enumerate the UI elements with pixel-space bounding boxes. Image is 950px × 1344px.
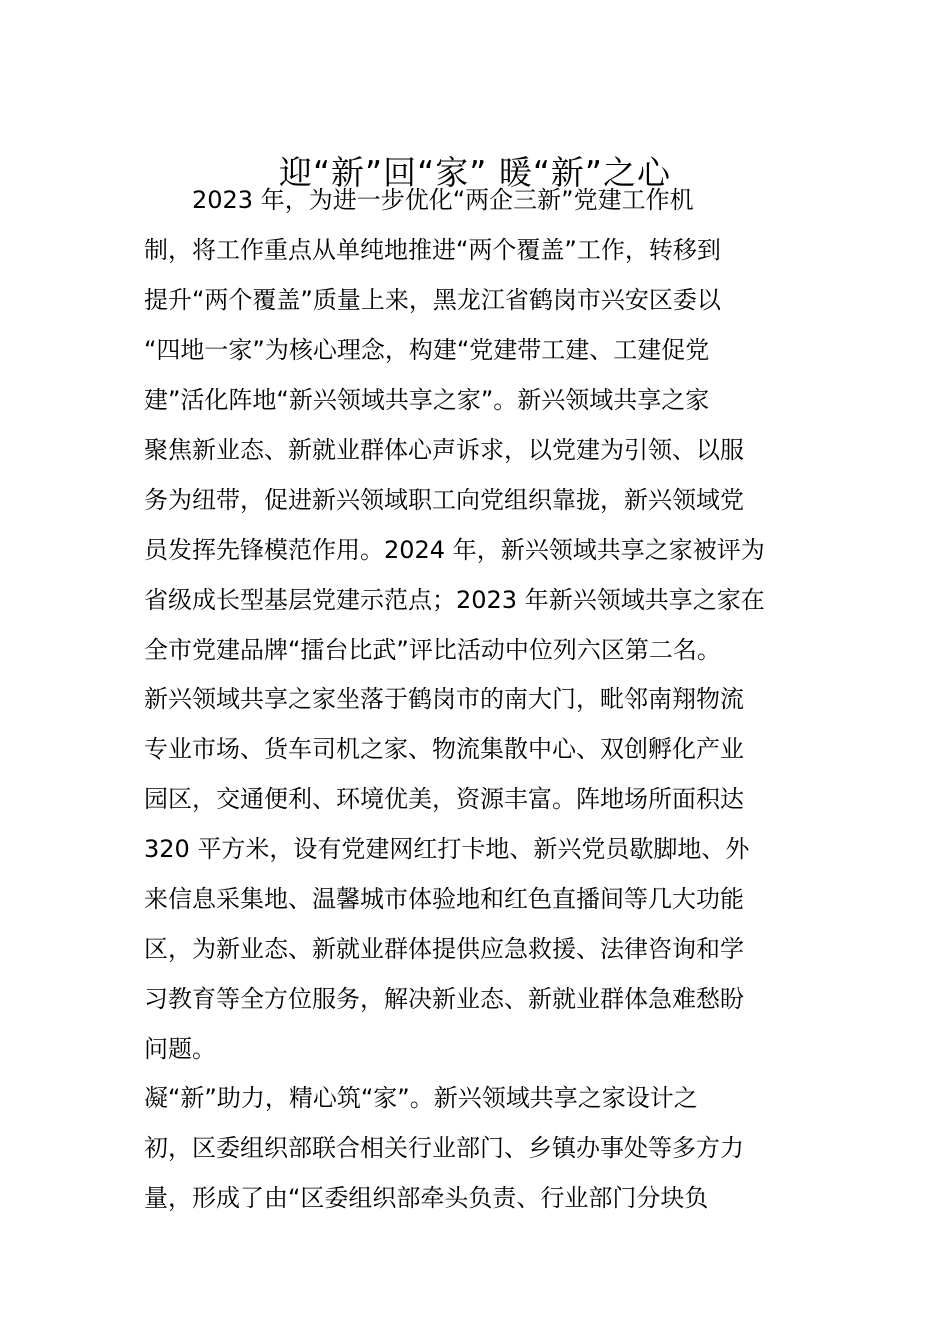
- text-line: 聚焦新业态、新就业群体心声诉求，以党建为引领、以服: [144, 436, 744, 464]
- text-line: 320 平方米，设有党建网红打卡地、新兴党员歇脚地、外: [144, 835, 750, 863]
- text-line: 初，区委组织部联合相关行业部门、乡镇办事处等多方力: [144, 1134, 744, 1162]
- document-title: 迎“新”回“家” 暖“新”之心: [278, 153, 672, 193]
- text-line: 务为纽带，促进新兴领域职工向党组织靠拢，新兴领域党: [144, 486, 744, 514]
- text-line: 区，为新业态、新就业群体提供应急救援、法律咨询和学: [144, 935, 744, 963]
- text-line: 新兴领域共享之家坐落于鹤岗市的南大门，毗邻南翔物流: [144, 685, 744, 713]
- text-line: 2023 年，为进一步优化“两企三新”党建工作机: [144, 186, 694, 214]
- text-line: 提升“两个覆盖”质量上来，黑龙江省鹤岗市兴安区委以: [144, 286, 721, 314]
- text-line: 专业市场、货车司机之家、物流集散中心、双创孵化产业: [144, 735, 744, 763]
- text-line: 习教育等全方位服务，解决新业态、新就业群体急难愁盼: [144, 985, 744, 1013]
- text-line: 量，形成了由“区委组织部牵头负责、行业部门分块负: [144, 1184, 709, 1212]
- text-line: 园区，交通便利、环境优美，资源丰富。阵地场所面积达: [144, 785, 744, 813]
- text-line: “四地一家”为核心理念，构建“党建带工建、工建促党: [144, 336, 710, 364]
- text-line: 员发挥先锋模范作用。2024 年，新兴领域共享之家被评为: [144, 536, 765, 564]
- text-line: 问题。: [144, 1035, 216, 1063]
- text-line: 建”活化阵地“新兴领域共享之家”。新兴领域共享之家: [144, 386, 710, 414]
- text-line: 省级成长型基层党建示范点；2023 年新兴领域共享之家在: [144, 586, 765, 614]
- text-line: 来信息采集地、温馨城市体验地和红色直播间等几大功能: [144, 885, 744, 913]
- text-line: 制，将工作重点从单纯地推进“两个覆盖”工作，转移到: [144, 236, 721, 264]
- text-line: 全市党建品牌“擂台比武”评比活动中位列六区第二名。: [144, 636, 721, 664]
- text-line: 凝“新”助力，精心筑“家”。新兴领域共享之家设计之: [144, 1084, 698, 1112]
